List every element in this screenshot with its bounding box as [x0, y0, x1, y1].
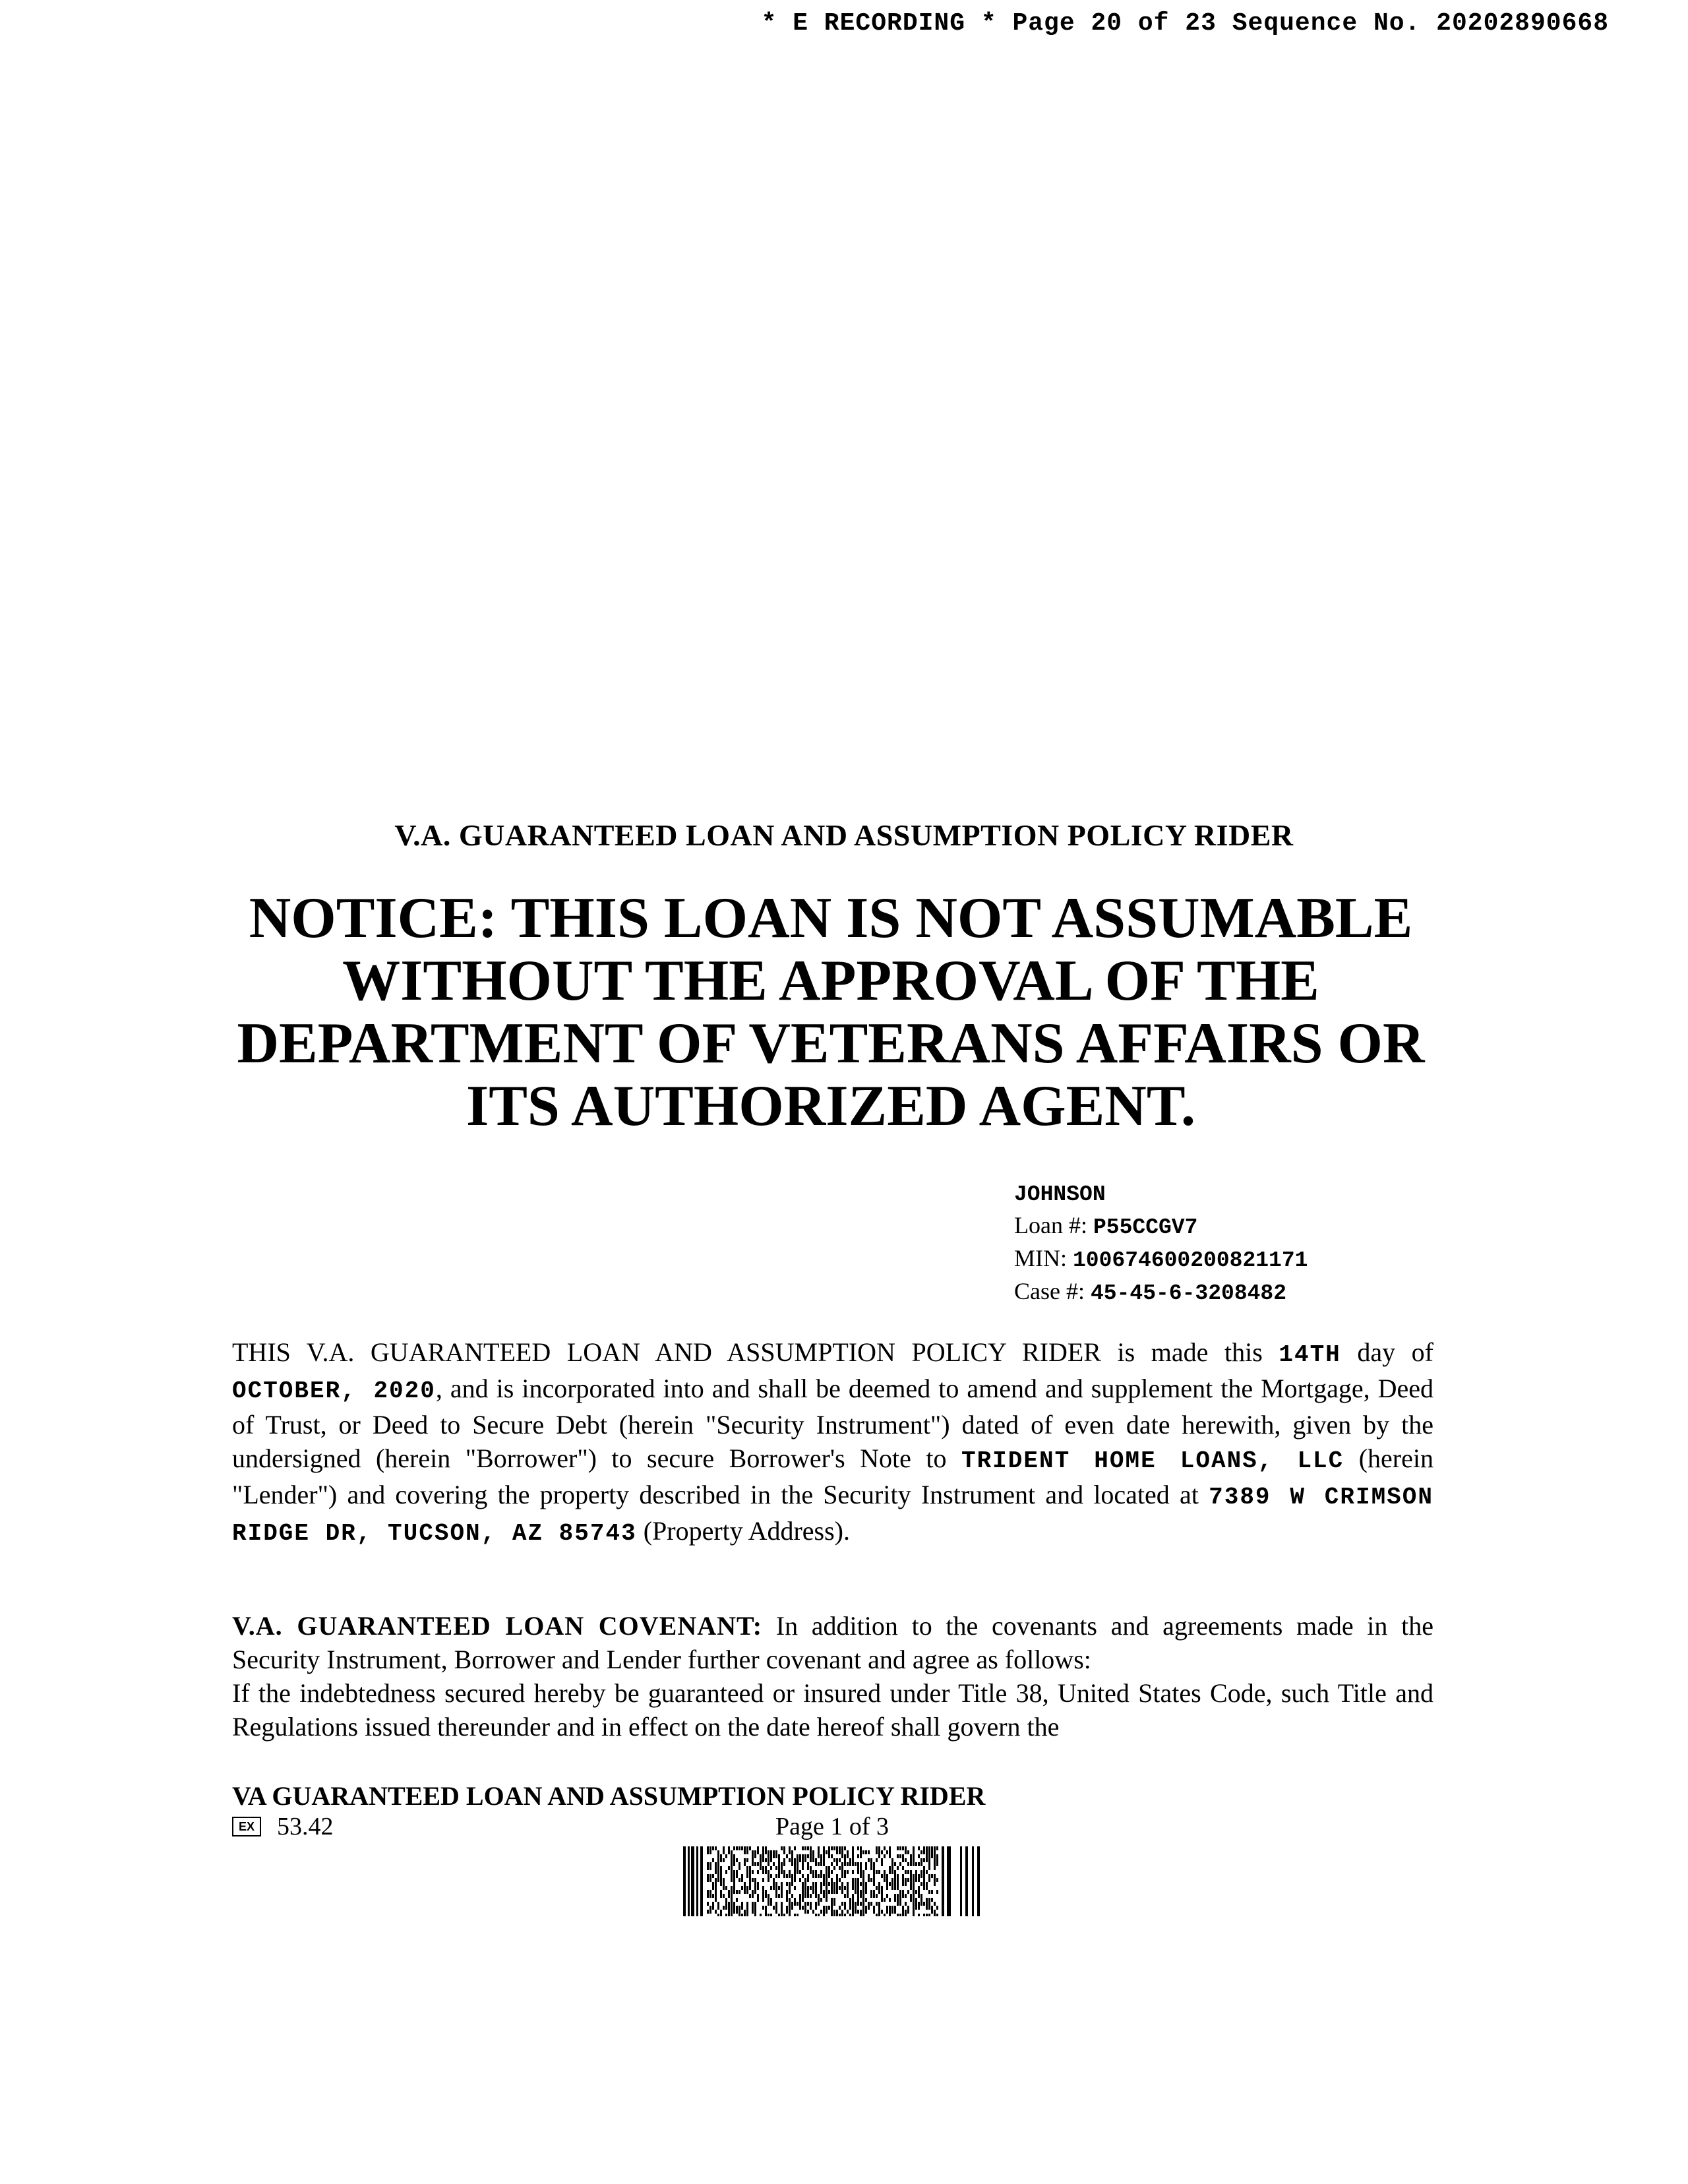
- notice-line: WITHOUT THE APPROVAL OF THE: [342, 949, 1319, 1013]
- property-address: 7389 W CRIMSON RIDGE DR, TUCSON, AZ 85743: [232, 1484, 1433, 1547]
- case-number: 45-45-6-3208482: [1090, 1281, 1287, 1306]
- intro-text: (herein "Lender") and covering the property described in the Security Instrument and located at: [232, 1443, 1433, 1509]
- rider-intro-paragraph: [232, 1335, 1433, 1550]
- min-number: 100674600200821171: [1073, 1248, 1308, 1273]
- footer-form-title: VA GUARANTEED LOAN AND ASSUMPTION POLICY RIDER: [232, 1781, 986, 1811]
- form-code: [232, 1812, 334, 1841]
- covenant-heading: V.A. GUARANTEED LOAN COVENANT:: [232, 1611, 763, 1641]
- intro-text: THIS V.A. GUARANTEED LOAN AND ASSUMPTION POLICY RIDER is made this: [232, 1337, 1279, 1367]
- lender-name: TRIDENT HOME LOANS, LLC: [961, 1447, 1344, 1474]
- borrower-name: JOHNSON: [1014, 1182, 1106, 1207]
- loan-number: P55CCGV7: [1093, 1215, 1198, 1240]
- min-label: MIN:: [1014, 1245, 1067, 1271]
- intro-text: day of: [1341, 1337, 1433, 1367]
- intro-text: , and is incorporated into and shall be deemed to amend and supplement the Mortgage, Deed of Trust, or Deed to Secure Debt (herein "Security Instrument") dated of even date herewith, given by the undersigned (herein "Borrower") to secure Borrower's Note to: [232, 1374, 1433, 1473]
- covenant-paragraph: [232, 1609, 1433, 1744]
- form-code-number: 53.42: [277, 1813, 334, 1840]
- intro-text: (Property Address).: [636, 1516, 850, 1546]
- rider-month-year: OCTOBER, 2020: [232, 1378, 436, 1405]
- notice-line: DEPARTMENT OF VETERANS AFFAIRS OR: [237, 1012, 1425, 1076]
- ellie-mae-form-icon: EX: [232, 1817, 261, 1836]
- rider-day: 14TH: [1279, 1341, 1341, 1368]
- covenant-text: In addition to the covenants and agreements made in the Security Instrument, Borrower and Lender further covenant and agree as follows:: [232, 1611, 1433, 1674]
- case-number-label: Case #:: [1014, 1278, 1085, 1304]
- rider-title: V.A. GUARANTEED LOAN AND ASSUMPTION POLICY RIDER: [394, 818, 1294, 852]
- loan-info-block: [1014, 1177, 1308, 1309]
- notice-line: ITS AUTHORIZED AGENT.: [466, 1074, 1195, 1138]
- recording-header: * E RECORDING * Page 20 of 23 Sequence No. 20202890668: [761, 9, 1609, 38]
- barcode-icon: [683, 1846, 984, 1916]
- notice-block: [198, 887, 1464, 1138]
- notice-line: NOTICE: THIS LOAN IS NOT ASSUMABLE: [249, 886, 1413, 950]
- covenant-text: If the indebtedness secured hereby be guaranteed or insured under Title 38, United States Code, such Title and Regulations issued thereunder and in effect on the date hereof shall govern the: [232, 1678, 1433, 1742]
- page-number: Page 1 of 3: [775, 1813, 889, 1840]
- loan-number-label: Loan #:: [1014, 1212, 1087, 1238]
